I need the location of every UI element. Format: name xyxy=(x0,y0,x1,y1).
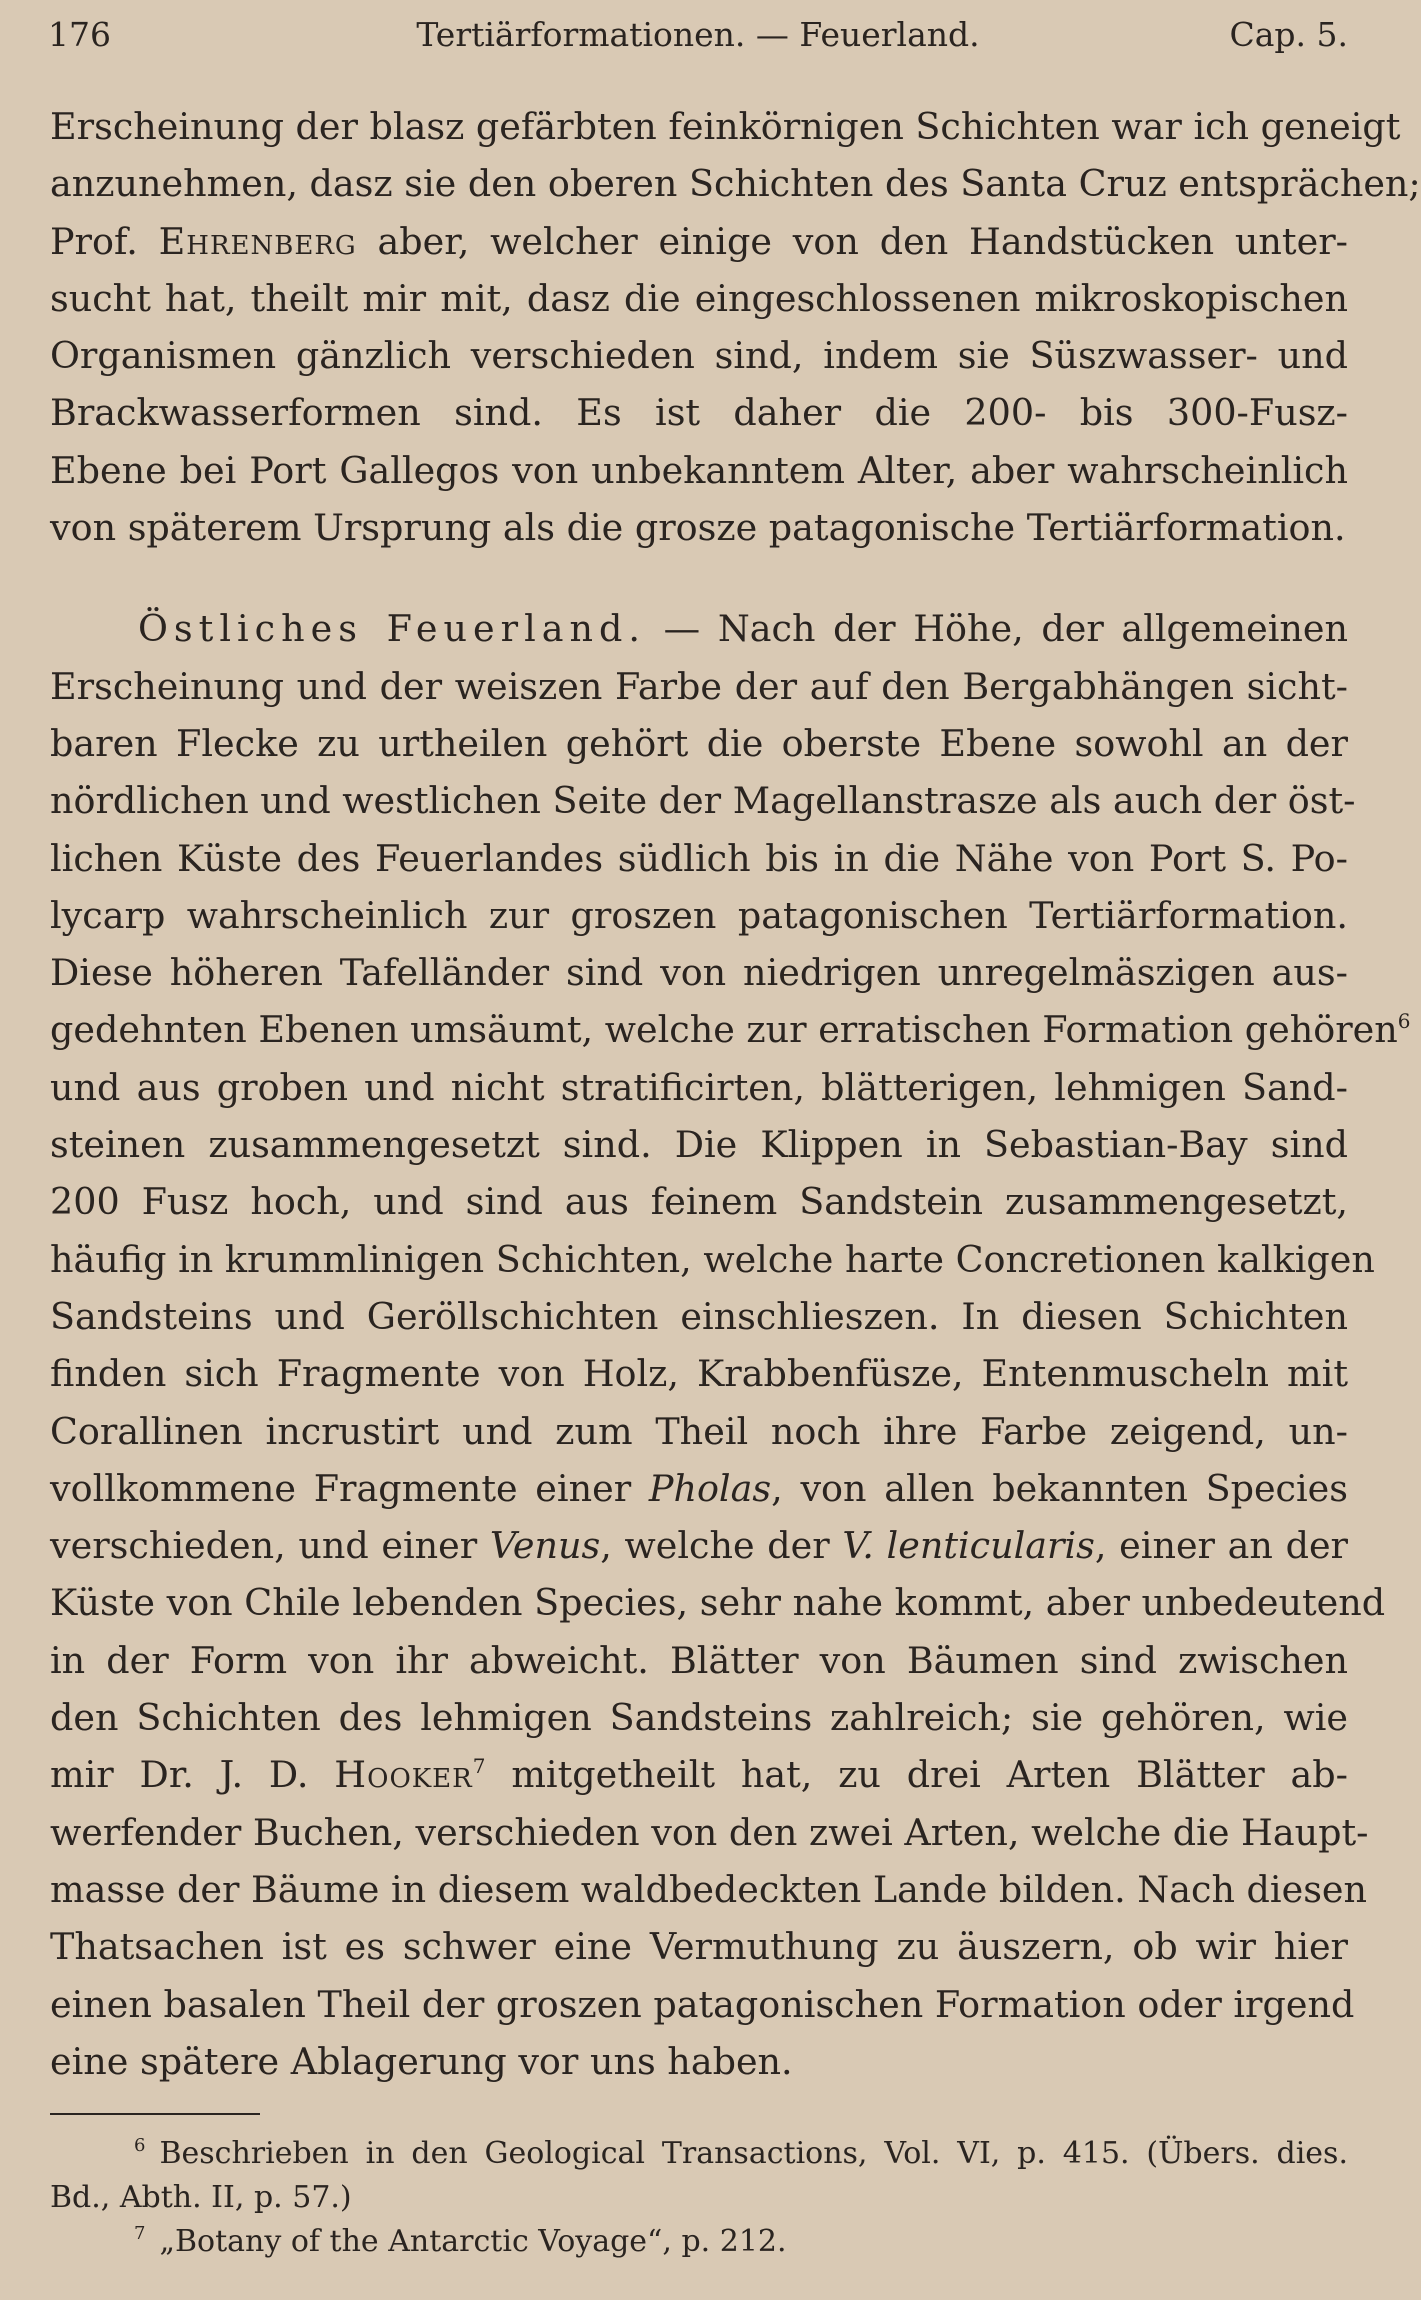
footnote-rule xyxy=(50,2113,260,2115)
footnote-ref-7[interactable]: 7 xyxy=(472,1754,486,1779)
taxon-name: V. lenticularis xyxy=(842,1524,1095,1568)
text-line: masse der Bäume in diesem waldbedeckten Lande bilden. Nach diesen xyxy=(50,1867,1368,1911)
text-fragment: verschieden, und einer xyxy=(50,1524,478,1568)
text-fragment: vollkommene Fragmente einer xyxy=(50,1466,632,1510)
text-fragment: gedehnten Ebenen umsäumt, welche zur erratischen Formation gehören xyxy=(50,1008,1398,1052)
text-line: finden sich Fragmente von Holz, Krabbenfüsze, Entenmuscheln mit xyxy=(50,1352,1348,1396)
text-line: einen basalen Theil der groszen patagonischen Formation oder irgend xyxy=(50,1982,1355,2026)
section-heading: Östliches Feuerland. xyxy=(138,607,647,651)
text-line: lycarp wahrscheinlich zur groszen patagonischen Tertiärformation. xyxy=(50,893,1348,937)
text-line: Brackwasserformen sind. Es ist daher die 200- bis 300-Fusz- xyxy=(50,391,1348,435)
text-fragment: , welche der xyxy=(600,1524,830,1568)
running-title: Tertiärformationen. — Feuerland. xyxy=(416,15,980,54)
text-line: eine spätere Ablagerung vor uns haben. xyxy=(50,2039,793,2083)
footnote-mark: 7 xyxy=(134,2223,146,2244)
body-text xyxy=(50,98,1421,2090)
taxon-name: Venus xyxy=(489,1524,601,1568)
footnote-6 xyxy=(50,2132,1348,2176)
chapter-label: Cap. 5. xyxy=(1229,15,1348,54)
text-line: Erscheinung und der weiszen Farbe der auf den Bergabhängen sicht- xyxy=(50,664,1348,708)
text-line: werfender Buchen, verschieden von den zwei Arten, welche die Haupt- xyxy=(50,1810,1369,1854)
text-line: nördlichen und westlichen Seite der Magellanstrasze als auch der öst- xyxy=(50,779,1356,823)
author-name: Hooker xyxy=(334,1753,473,1797)
footnote-7 xyxy=(50,2220,1348,2264)
text-line: baren Flecke zu urtheilen gehört die oberste Ebene sowohl an der xyxy=(50,721,1348,765)
text-fragment: mir Dr. J. D. xyxy=(50,1753,309,1797)
footnote-ref-6[interactable]: 6 xyxy=(1397,1009,1411,1034)
text-fragment: Prof. xyxy=(50,219,138,263)
text-fragment: , von allen bekannten Species xyxy=(771,1466,1349,1510)
paragraph-gap xyxy=(50,556,1348,600)
text-line xyxy=(50,600,1348,657)
text-fragment: — Nach der Höhe, der allgemeinen xyxy=(663,607,1349,651)
text-line: häufig in krummlinigen Schichten, welche harte Concretionen kalkigen xyxy=(50,1237,1375,1281)
text-line xyxy=(50,213,1348,270)
taxon-name: Pholas xyxy=(648,1466,772,1510)
text-line: anzunehmen, dasz sie den oberen Schichten des Santa Cruz entsprächen; xyxy=(50,162,1421,206)
text-line: Sandsteins und Geröllschichten einschlieszen. In diesen Schichten xyxy=(50,1294,1348,1338)
text-line: von späterem Ursprung als die grosze patagonische Tertiärformation. xyxy=(50,506,1346,550)
paragraph-1 xyxy=(50,98,1421,556)
text-line: sucht hat, theilt mir mit, dasz die eingeschlossenen mikroskopischen xyxy=(50,276,1348,320)
text-line: und aus groben und nicht stratificirten, blätterigen, lehmigen Sand- xyxy=(50,1065,1348,1109)
text-line: den Schichten des lehmigen Sandsteins zahlreich; sie gehören, wie xyxy=(50,1696,1348,1740)
running-head xyxy=(48,12,1348,58)
text-fragment: , einer an der xyxy=(1094,1524,1349,1568)
text-line xyxy=(50,1001,1411,1058)
text-line: Küste von Chile lebenden Species, sehr nahe kommt, aber unbedeutend xyxy=(50,1581,1386,1625)
text-line: Ebene bei Port Gallegos von unbekanntem Alter, aber wahrscheinlich xyxy=(50,448,1348,492)
author-name: Ehrenberg xyxy=(158,219,357,263)
text-line: Erscheinung der blasz gefärbten feinkörnigen Schichten war ich geneigt xyxy=(50,105,1401,148)
text-line xyxy=(50,1517,1348,1574)
text-line: Diese höheren Tafelländer sind von niedrigen unregelmäszigen aus- xyxy=(50,951,1348,995)
text-fragment: aber, welcher einige von den Handstücken unter- xyxy=(377,219,1348,263)
text-line: steinen zusammengesetzt sind. Die Klippen in Sebastian-Bay sind xyxy=(50,1123,1348,1167)
text-line xyxy=(50,1746,1348,1803)
text-line: in der Form von ihr abweicht. Blätter von Bäumen sind zwischen xyxy=(50,1638,1348,1682)
text-line: lichen Küste des Feuerlandes südlich bis in die Nähe von Port S. Po- xyxy=(50,836,1348,880)
footnote-text: Beschrieben in den Geological Transactions, Vol. VI, p. 415. (Übers. dies. xyxy=(159,2136,1348,2171)
text-line: Corallinen incrustirt und zum Theil noch ihre Farbe zeigend, un- xyxy=(50,1409,1348,1453)
text-line: Organismen gänzlich verschieden sind, indem sie Süszwasser- und xyxy=(50,334,1348,378)
footnote-6-continued: Bd., Abth. II, p. 57.) xyxy=(50,2180,352,2215)
footnotes xyxy=(50,2132,1348,2264)
paragraph-2 xyxy=(50,600,1411,2090)
footnote-mark: 6 xyxy=(134,2135,146,2156)
text-line: Thatsachen ist es schwer eine Vermuthung zu äuszern, ob wir hier xyxy=(50,1925,1348,1969)
page-number: 176 xyxy=(48,15,111,54)
footnote-text: „Botany of the Antarctic Voyage“, p. 212. xyxy=(159,2224,787,2259)
text-fragment: mitgetheilt hat, zu drei Arten Blätter ab- xyxy=(511,1753,1348,1797)
text-line: 200 Fusz hoch, und sind aus feinem Sandstein zusammengesetzt, xyxy=(50,1180,1348,1224)
text-line xyxy=(50,1460,1348,1517)
